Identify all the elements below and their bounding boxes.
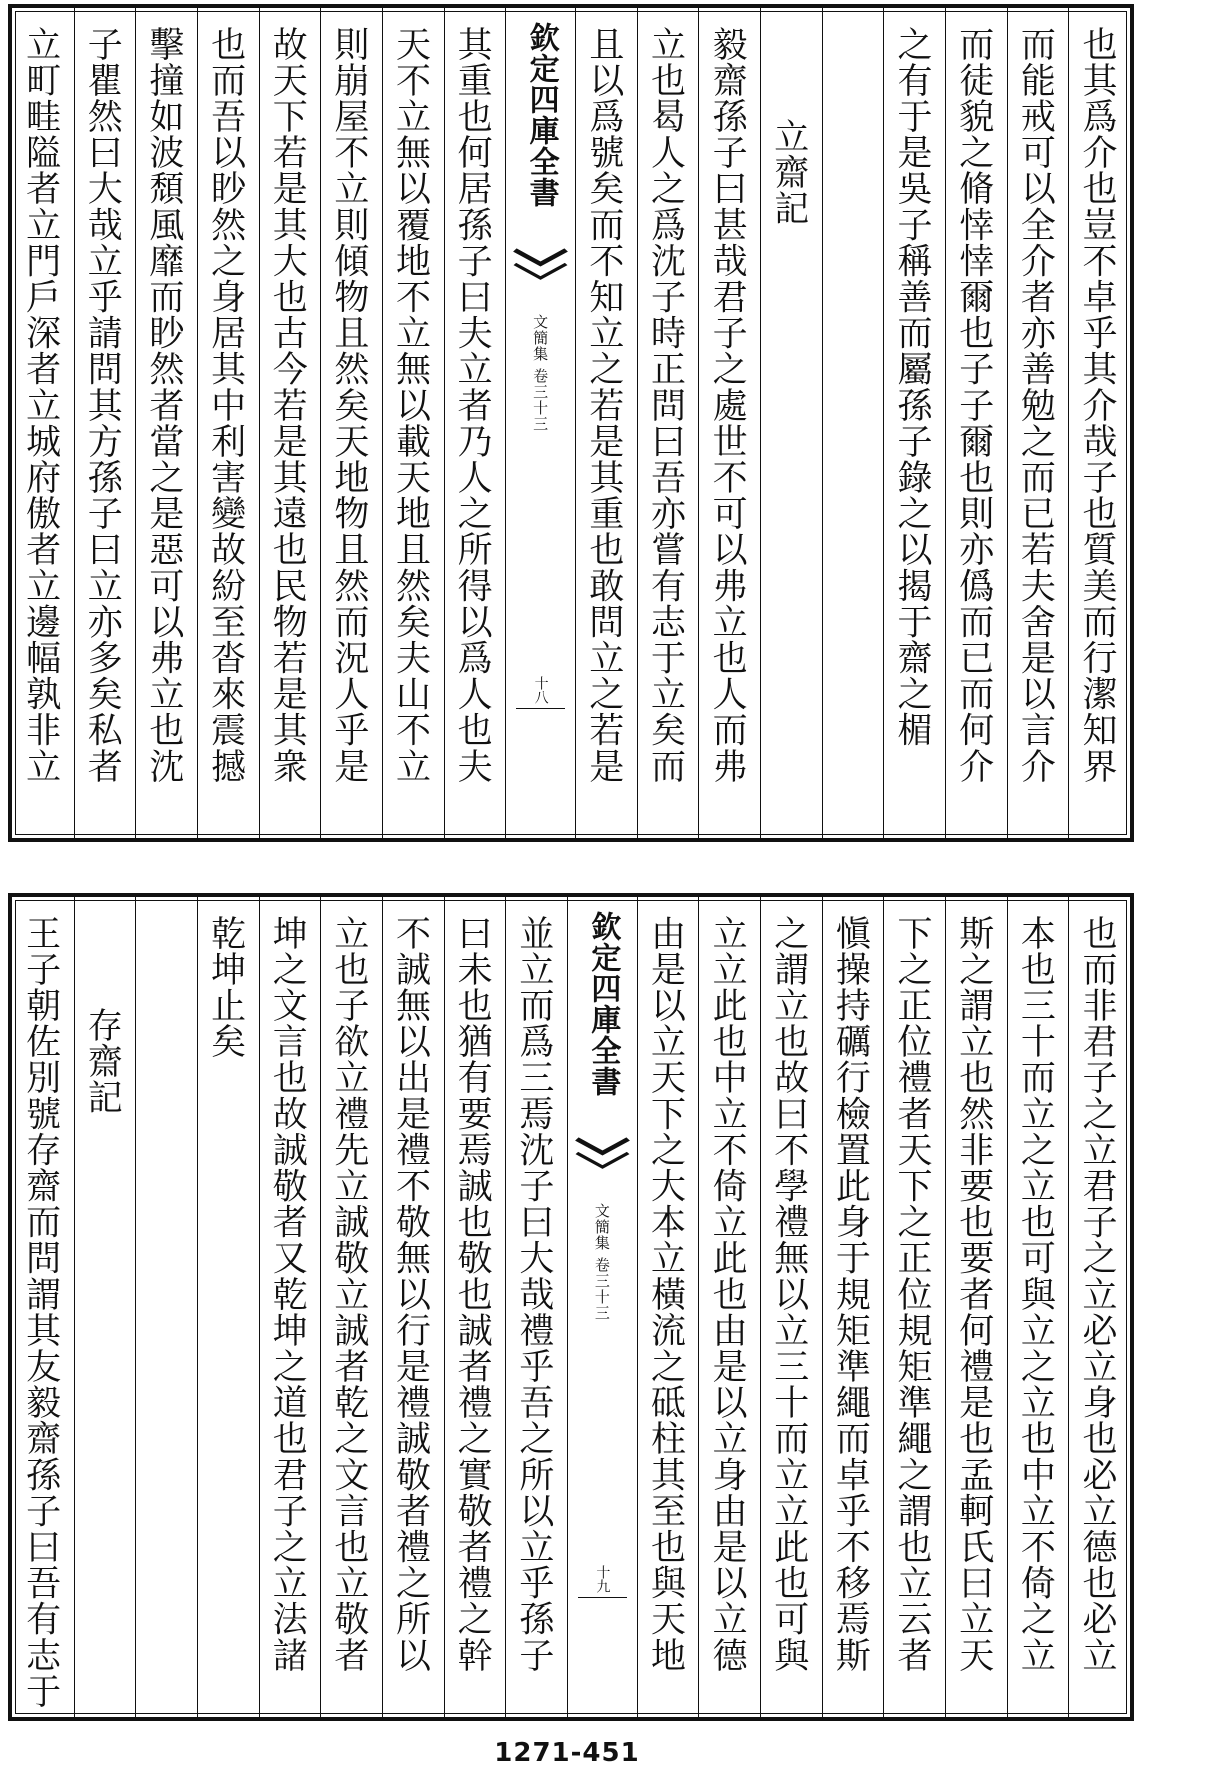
- text-column: [320, 897, 382, 1717]
- column-text: 而徒貌之脩悻悻爾也子子爾也則亦僞而已而何介: [953, 26, 994, 785]
- text-column: [135, 897, 197, 1717]
- text-column: [259, 8, 321, 838]
- folio-number: 十八: [532, 676, 549, 704]
- column-text: 子瞿然曰大哉立乎請問其方孫子曰立亦多矣私者: [82, 26, 123, 785]
- text-column: [74, 8, 136, 838]
- text-column: [637, 8, 699, 838]
- column-text: 立立此也中立不倚立此也由是以立身由是以立德: [707, 915, 748, 1674]
- text-column: [575, 8, 637, 838]
- column-text: 也其爲介也豈不卓乎其介哉子也質美而行潔知界: [1076, 26, 1117, 785]
- text-column: [444, 897, 506, 1717]
- folio-number: 十九: [594, 1565, 611, 1593]
- text-column: [1068, 897, 1130, 1717]
- column-text: 立也子欲立禮先立誠敬立誠者乾之文言也立敬者: [328, 915, 369, 1674]
- column-text: 本也三十而立之立也可與立之立也中立不倚之立: [1015, 915, 1056, 1674]
- book-title: 欽定四庫全書: [585, 911, 621, 1097]
- column-text: 而能戒可以全介者亦善勉之而已若夫舍是以言介: [1015, 26, 1056, 785]
- text-column: [945, 8, 1007, 838]
- column-text: 也而吾以眇然之身居其中利害變故紛至沓來震撼: [205, 26, 246, 785]
- column-text: [823, 8, 884, 838]
- text-column: [760, 897, 822, 1717]
- fish-tail-mark-icon: [512, 246, 569, 286]
- column-text: 其重也何居孫子曰夫立者乃人之所得以爲人也夫: [452, 26, 493, 785]
- text-column: [382, 897, 444, 1717]
- fish-tail-mark-icon: [574, 1135, 631, 1175]
- column-text: 乾坤止矣: [205, 915, 246, 1060]
- text-column: [12, 8, 74, 838]
- center-margin: [567, 897, 637, 1717]
- column-text: 且以爲號矣而不知立之若是其重也敢問立之若是: [583, 26, 624, 785]
- page-panel-bottom: [8, 893, 1134, 1721]
- text-column: [444, 8, 506, 838]
- column-text: 之謂立也故曰不學禮無以立三十而立立此也可與: [768, 915, 809, 1674]
- volume-label: 文簡集 卷三十三: [531, 314, 550, 432]
- text-column: [822, 897, 884, 1717]
- text-column: [637, 897, 699, 1717]
- column-text: 天不立無以覆地不立無以載天地且然矣夫山不立: [390, 26, 431, 785]
- text-column: [883, 897, 945, 1717]
- column-text: 愼操持礪行檢置此身于規矩準繩而卓乎不移焉斯: [830, 915, 871, 1674]
- column-text: 斯之謂立也然非要也要者何禮是也孟軻氏曰立天: [953, 915, 994, 1674]
- text-column: [698, 8, 760, 838]
- center-rule: [578, 1597, 627, 1598]
- column-text: [136, 897, 197, 1717]
- text-column: [320, 8, 382, 838]
- column-text: 曰未也猶有要焉誠也敬也誠者禮之實敬者禮之幹: [452, 915, 493, 1674]
- text-column: [822, 8, 884, 838]
- text-column: [74, 897, 136, 1717]
- text-column: [12, 897, 74, 1717]
- column-text: 擊撞如波頹風靡而眇然者當之是惡可以弗立也沈: [143, 26, 184, 785]
- column-text: 由是以立天下之大本立橫流之砥柱其至也與天地: [645, 915, 686, 1674]
- column-text: 故天下若是其大也古今若是其遠也民物若是其衆: [267, 26, 308, 785]
- column-text: 下之正位禮者天下之正位規矩準繩之謂也立云者: [892, 915, 933, 1674]
- text-column: [1007, 8, 1069, 838]
- text-column: [505, 897, 567, 1717]
- volume-label: 文簡集 卷三十三: [592, 1203, 611, 1321]
- text-column: [1007, 897, 1069, 1717]
- column-text: 立也曷人之爲沈子時正問曰吾亦嘗有志于立矣而: [645, 26, 686, 785]
- column-text: 並立而爲三焉沈子曰大哉禮乎吾之所以立乎孫子: [513, 915, 554, 1674]
- text-column: [135, 8, 197, 838]
- column-text: 坤之文言也故誠敬者又乾坤之道也君子之立法諸: [267, 915, 308, 1674]
- center-margin: [505, 8, 575, 838]
- column-text: 則崩屋不立則傾物且然矣天地物且然而況人乎是: [328, 26, 369, 785]
- text-column: [760, 8, 822, 838]
- text-column: [382, 8, 444, 838]
- center-rule: [516, 708, 565, 709]
- column-text: 毅齋孫子曰甚哉君子之處世不可以弗立也人而弗: [707, 26, 748, 785]
- text-column: [883, 8, 945, 838]
- text-column: [259, 897, 321, 1717]
- column-text: 存齋記: [82, 1007, 123, 1116]
- column-text: 之有于是吳子稱善而屬孫子錄之以揭于齋之楣: [892, 26, 933, 748]
- column-text: 立町畦隘者立門戶深者立城府傲者立邊幅孰非立: [20, 26, 61, 785]
- column-text: 也而非君子之立君子之立必立身也必立德也必立: [1076, 915, 1117, 1674]
- text-column: [197, 897, 259, 1717]
- column-text: 王子朝佐別號存齋而問謂其友毅齋孫子曰吾有志于: [20, 915, 61, 1710]
- text-column: [197, 8, 259, 838]
- text-column: [698, 897, 760, 1717]
- page-panel-top: [8, 4, 1134, 842]
- column-text: 立齋記: [768, 118, 809, 227]
- text-column: [1068, 8, 1130, 838]
- text-column: [945, 897, 1007, 1717]
- column-text: 不誠無以出是禮不敬無以行是禮誠敬者禮之所以: [390, 915, 431, 1674]
- book-title: 欽定四庫全書: [523, 22, 559, 208]
- page-code: 1271-451: [494, 1738, 640, 1768]
